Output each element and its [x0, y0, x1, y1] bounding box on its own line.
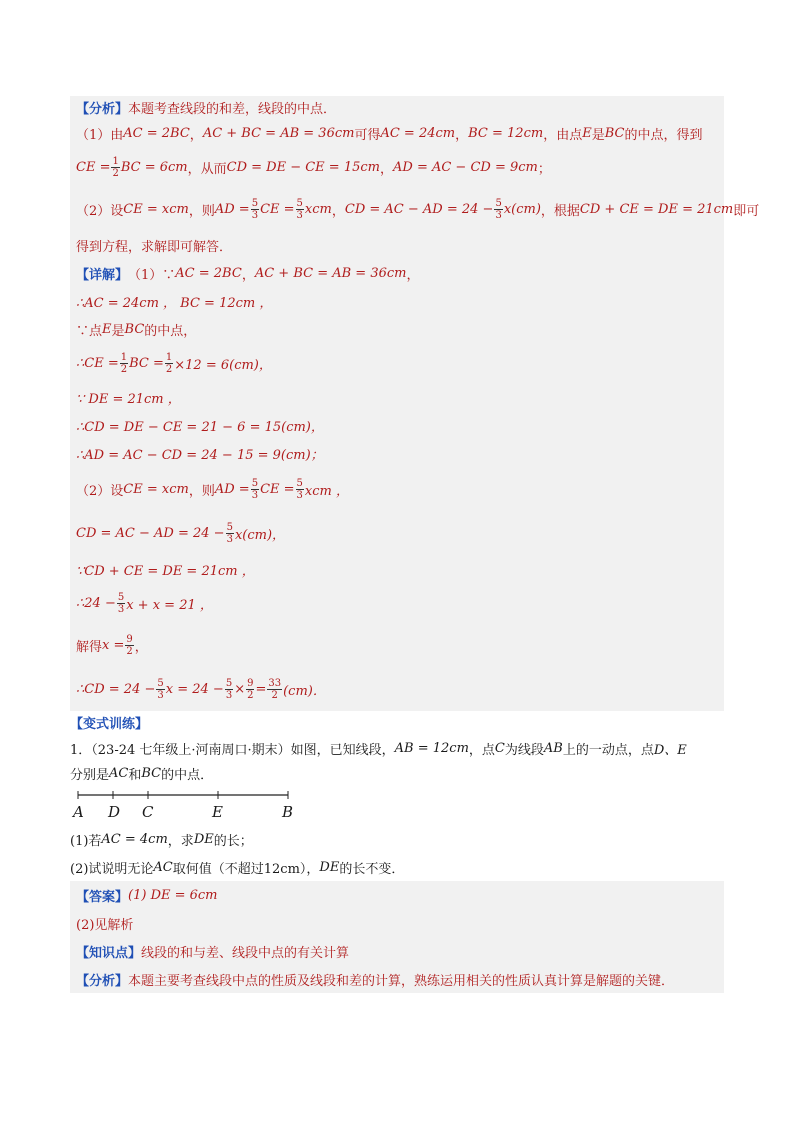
text: ，: [241, 267, 255, 283]
text: （1）∵: [128, 267, 176, 283]
text: （2）设: [76, 483, 124, 499]
math: ×12 = 6(cm)，: [174, 357, 272, 373]
analysis-part1-cont: [76, 147, 718, 187]
detail-line-3: [76, 315, 718, 343]
text: 上的一动点，点: [562, 742, 654, 758]
denominator: 3: [225, 689, 233, 701]
detail-line-8: [76, 467, 718, 511]
math: BC = 6cm: [120, 159, 188, 175]
numerator: 1: [120, 351, 128, 363]
text: ∵点: [76, 323, 103, 339]
math: x = 24 −: [165, 681, 224, 697]
fraction: [246, 678, 254, 701]
segment-line-svg: [70, 785, 310, 825]
text: 可得: [354, 127, 381, 143]
fraction: [296, 198, 304, 221]
math: AC: [153, 859, 173, 875]
label-e: E: [212, 803, 223, 821]
analysis-part2: [76, 187, 760, 231]
math: xcm: [304, 201, 332, 217]
detail-line-7: [76, 439, 718, 467]
detail-line-5: [76, 383, 718, 411]
fraction: [156, 678, 164, 701]
math: BC = 12cm: [468, 125, 544, 141]
numerator: 5: [157, 677, 164, 689]
fraction: [494, 198, 502, 221]
text: 为线段: [504, 742, 544, 758]
numerator: 9: [247, 677, 254, 689]
detail-tag: 【详解】: [76, 267, 129, 283]
text: （1）由: [76, 127, 124, 143]
question-1-line-2: [70, 762, 724, 785]
math: BC: [141, 766, 162, 781]
math: CE =: [260, 481, 295, 497]
math: ∵ DE = 21cm ，: [76, 391, 181, 407]
text: ，: [331, 203, 345, 219]
text: 的中点．: [161, 768, 214, 783]
denominator: 3: [296, 209, 303, 221]
text: 即可: [733, 203, 760, 219]
text: ，点: [468, 742, 495, 758]
math: AC + BC = AB = 36cm: [202, 125, 355, 141]
variant-heading-line: [70, 711, 724, 734]
fraction: [225, 678, 233, 701]
numerator: 1: [112, 155, 119, 167]
analysis2-line: [76, 965, 718, 993]
fraction: [296, 478, 304, 501]
math: AB: [543, 740, 563, 756]
label-b: B: [282, 803, 294, 821]
text: (1)若: [70, 833, 102, 849]
math: E: [102, 321, 112, 337]
text: ，: [189, 127, 203, 143]
text: ，求: [167, 833, 194, 849]
text: 是: [111, 323, 125, 339]
page-content: [70, 96, 760, 993]
fraction: [120, 352, 128, 375]
answer-line-1: [76, 881, 718, 909]
math: DE: [193, 831, 214, 847]
knowledge-tag: 【知识点】: [76, 945, 142, 961]
numerator: 1: [165, 351, 173, 363]
math: CD = DE − CE = 15cm: [226, 159, 380, 175]
math: AC + BC = AB = 36cm: [254, 265, 407, 281]
fraction: [226, 522, 234, 545]
math: AD = AC − CD = 9cm: [393, 159, 538, 175]
text: 分别是: [70, 768, 110, 783]
text: 的中点，得到: [624, 127, 703, 143]
answer-tag: 【答案】: [76, 889, 129, 905]
math: CE =: [260, 201, 295, 217]
label-d: D: [108, 803, 121, 821]
fraction: [125, 634, 133, 657]
text: 解得: [76, 639, 103, 655]
label-a: A: [73, 803, 84, 821]
math: ∴CD = DE − CE = 21 − 6 = 15(cm)，: [76, 419, 324, 435]
denominator: 2: [120, 363, 128, 375]
text: ，: [455, 127, 469, 143]
numerator: 5: [225, 677, 233, 689]
text: ，则: [188, 203, 215, 219]
text: ，则: [188, 483, 215, 499]
math: BC =: [129, 355, 164, 371]
fraction: [117, 592, 125, 615]
detail-line-10: [76, 555, 718, 583]
numerator: 5: [226, 521, 233, 533]
math: AB = 12cm: [394, 740, 469, 756]
denominator: 3: [251, 489, 259, 501]
question-1-line-1: [70, 734, 724, 762]
text: （2）设: [76, 203, 124, 219]
math: (cm)．: [283, 683, 326, 699]
text: 取何值（不超过12cm），: [172, 861, 320, 877]
math: ×: [234, 681, 246, 697]
detail-line-2: [76, 287, 718, 315]
denominator: 3: [117, 603, 125, 615]
answer-2: (2)见解析: [76, 917, 134, 933]
math: x =: [102, 637, 125, 653]
question-1-sub-1: [70, 825, 724, 853]
numerator: 5: [251, 477, 259, 489]
analysis2-text: 本题主要考查线段中点的性质及线段和差的计算，熟练运用相关的性质认真计算是解题的关键．: [128, 973, 675, 989]
fraction: [267, 678, 282, 701]
text: ；: [537, 161, 551, 177]
analysis-part1: [76, 119, 718, 147]
detail-line-13: [76, 667, 718, 711]
detail-line-9: [76, 511, 718, 555]
math: BC: [124, 321, 145, 337]
math: AC: [109, 766, 129, 781]
text: ，: [406, 267, 420, 283]
math: AD =: [214, 201, 250, 217]
text: ，: [379, 161, 393, 177]
label-c: C: [142, 803, 154, 821]
numerator: 33: [268, 677, 282, 689]
denominator: 2: [247, 689, 254, 701]
numerator: 5: [117, 591, 125, 603]
variant-section: [70, 711, 724, 881]
math: ∴24 −: [76, 595, 116, 611]
math: x + x = 21 ，: [126, 597, 213, 613]
denominator: 3: [157, 689, 164, 701]
text: (2)试说明无论: [70, 861, 154, 877]
fraction: [165, 352, 173, 375]
text: ，由点: [543, 127, 583, 143]
denominator: 3: [495, 209, 502, 221]
math: AC = 2BC: [123, 125, 190, 141]
math: AC = 24cm: [380, 125, 456, 141]
numerator: 5: [296, 477, 303, 489]
math: AC = 4cm: [101, 831, 168, 847]
text: 的长；: [213, 833, 253, 849]
math: CD = AC − AD = 24 −: [76, 525, 225, 541]
denominator: 3: [251, 209, 259, 221]
math: x(cm): [503, 201, 541, 217]
math: ∴CE =: [76, 355, 119, 371]
detail-line-11: [76, 583, 718, 623]
analysis-part2-cont: [76, 231, 718, 259]
answer-1: (1) DE = 6cm: [128, 887, 218, 903]
numerator: 5: [296, 197, 303, 209]
question-1-sub-2: [70, 853, 724, 881]
numerator: 5: [495, 197, 502, 209]
text: 得到方程，求解即可解答．: [76, 239, 233, 255]
math: ∵CD + CE = DE = 21cm ，: [76, 563, 255, 579]
math: CD = AC − AD = 24 −: [344, 201, 494, 217]
answer-block: [70, 881, 724, 993]
text: 1．（23-24 七年级上·河南周口·期末）如图，已知线段，: [70, 742, 395, 758]
math: BC: [604, 125, 625, 141]
segment-diagram: [70, 785, 724, 825]
text: ，从而: [187, 161, 227, 177]
detail-line-4: [76, 343, 718, 383]
denominator: 2: [126, 645, 133, 657]
math: D、E: [653, 742, 687, 758]
analysis-intro-line: [76, 96, 718, 119]
math: =: [255, 681, 267, 697]
variant-tag: 【变式训练】: [70, 717, 149, 732]
analysis2-tag: 【分析】: [76, 973, 129, 989]
math: CE = xcm: [123, 481, 189, 497]
answer-line-2: [76, 909, 718, 937]
math: ∴AD = AC − CD = 24 − 15 = 9(cm)；: [76, 447, 324, 463]
math: ∴CD = 24 −: [76, 681, 156, 697]
text: 的长不变．: [339, 861, 405, 877]
detail-line-12: [76, 623, 718, 667]
denominator: 2: [165, 363, 173, 375]
denominator: 2: [271, 689, 278, 701]
text: ，根据: [540, 203, 580, 219]
math: x(cm)，: [234, 527, 286, 543]
denominator: 3: [296, 489, 303, 501]
text: 的中点，: [144, 323, 197, 339]
math: ∴AC = 24cm ， BC = 12cm ，: [76, 295, 273, 311]
math: AC = 2BC: [175, 265, 242, 281]
numerator: 9: [126, 633, 133, 645]
denominator: 3: [226, 533, 233, 545]
math: AD =: [214, 481, 250, 497]
text: 是: [591, 127, 605, 143]
math: CE = xcm: [123, 201, 189, 217]
detail-line-6: [76, 411, 718, 439]
text: ，: [134, 639, 148, 655]
knowledge-text: 线段的和与差、线段中点的有关计算: [141, 945, 350, 961]
fraction: [251, 478, 259, 501]
analysis-block: [70, 96, 760, 711]
text: 和: [128, 768, 142, 783]
math: E: [582, 125, 592, 141]
fraction: [111, 156, 119, 179]
denominator: 2: [112, 167, 119, 179]
fraction: [251, 198, 259, 221]
detail-line-1: [76, 259, 718, 287]
analysis-tag: 【分析】: [76, 102, 129, 117]
math: xcm ，: [304, 483, 349, 499]
math: DE: [319, 859, 340, 875]
math: C: [494, 740, 505, 756]
math: CD + CE = DE = 21cm: [579, 201, 734, 217]
analysis-intro: 本题考查线段的和差，线段的中点．: [128, 102, 337, 117]
knowledge-line: [76, 937, 718, 965]
numerator: 5: [251, 197, 259, 209]
math: CE =: [76, 159, 111, 175]
